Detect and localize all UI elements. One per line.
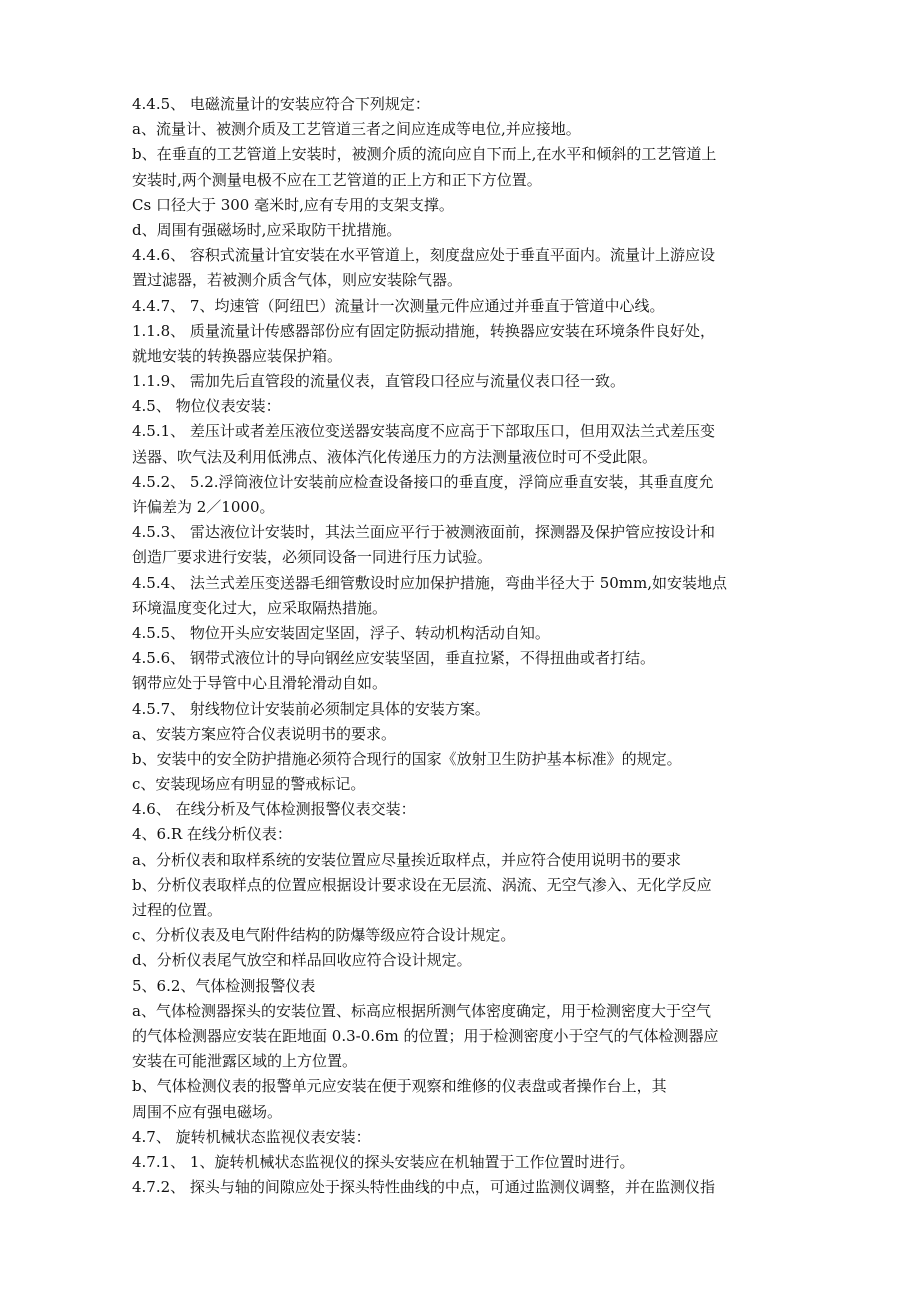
text-line: 4.6、 在线分析及气体检测报警仪表交装： (132, 800, 416, 819)
text-line: a、安装方案应符合仪表说明书的要求。 (132, 724, 396, 743)
text-line: 4.5.3、 雷达液位计安装时，其法兰面应平行于被测液面前，探测器及保护管应按设计和 (132, 523, 715, 542)
text-line: 创造厂要求进行安装，必须同设备一同进行压力试验。 (132, 548, 493, 567)
document-body (132, 92, 800, 1200)
text-line: 4.5.2、 5.2.浮筒液位计安装前应检查设备接口的垂直度，浮筒应垂直安装，其垂直度允 (132, 472, 714, 491)
text-line: 4.7.2、 探头与轴的间隙应处于探头特性曲线的中点，可通过监测仪调整，并在监测仪指 (132, 1178, 715, 1197)
text-line: 1.1.8、 质量流量计传感器部份应有固定防振动措施，转换器应安装在环境条件良好处， (132, 321, 715, 340)
text-line: c、分析仪表及电气附件结构的防爆等级应符合设计规定。 (132, 926, 516, 945)
text-line: b、气体检测仪表的报警单元应安装在便于观察和维修的仪表盘或者操作台上，其 (132, 1077, 667, 1096)
text-line: 4.5、 物位仪表安装： (132, 397, 281, 416)
text-line: 环境温度变化过大，应采取隔热措施。 (132, 598, 388, 617)
text-line: 4、6.R 在线分析仪表： (132, 825, 292, 844)
text-line: 就地安装的转换器应装保护箱。 (132, 346, 343, 365)
text-line: Cs 口径大于 300 毫米时,应有专用的支架支撑。 (132, 195, 454, 214)
text-line: 钢带应处于导管中心且滑轮滑动自如。 (132, 674, 388, 693)
text-line: a、分析仪表和取样系统的安装位置应尽量挨近取样点，并应符合使用说明书的要求 (132, 850, 681, 869)
text-line: 置过滤器，若被测介质含气体，则应安装除气器。 (132, 271, 463, 290)
text-line: 4.5.1、 差压计或者差压液位变送器安装高度不应高于下部取压口，但用双法兰式差压变 (132, 422, 715, 441)
text-line: 4.4.6、 容积式流量计宜安装在水平管道上，刻度盘应处于垂直平面内。流量计上游应设 (132, 246, 715, 265)
text-line: 周围不应有强电磁场。 (132, 1102, 283, 1121)
text-line: 4.4.5、 电磁流量计的安装应符合下列规定： (132, 95, 430, 113)
text-line: 的气体检测器应安装在距地面 0.3-0.6m 的位置；用于检测密度小于空气的气体检测器应 (132, 1026, 719, 1045)
text-line: 4.4.7、 7、均速管（阿纽巴）流量计一次测量元件应通过并垂直于管道中心线。 (132, 296, 665, 315)
text-line: 安装时,两个测量电极不应在工艺管道的正上方和正下方位置。 (132, 170, 542, 189)
text-line: 4.7.1、 1、旋转机械状态监视仪的探头安装应在机轴置于工作位置时进行。 (132, 1152, 635, 1171)
text-line: 4.5.6、 钢带式液位计的导向钢丝应安装坚固，垂直拉紧，不得扭曲或者打结。 (132, 649, 655, 668)
text-line: 过程的位置。 (132, 901, 223, 919)
text-line: d、周围有强磁场时,应采取防干扰措施。 (132, 220, 402, 239)
text-line: a、流量计、被测介质及工艺管道三者之间应连成等电位,并应接地。 (132, 120, 581, 139)
text-line: 4.5.7、 射线物位计安装前必须制定具体的安装方案。 (132, 699, 490, 718)
text-line: 送器、吹气法及利用低沸点、液体汽化传递压力的方法测量液位时可不受此限。 (132, 447, 658, 466)
text-line: d、分析仪表尾气放空和样品回收应符合设计规定。 (132, 951, 472, 970)
text-line: 1.1.9、 需加先后直管段的流量仪表，直管段口径应与流量仪表口径一致。 (132, 372, 625, 391)
text-line: b、安装中的安全防护措施必须符合现行的国家《放射卫生防护基本标准》的规定。 (132, 749, 682, 768)
text-line: b、在垂直的工艺管道上安装时，被测介质的流向应自下而上,在水平和倾斜的工艺管道上 (132, 145, 717, 164)
text-line: 4.7、 旋转机械状态监视仪表安装： (132, 1127, 371, 1146)
text-line: b、分析仪表取样点的位置应根据设计要求设在无层流、涡流、无空气渗入、无化学反应 (132, 875, 712, 894)
text-line: 许偏差为 2／1000。 (132, 498, 275, 516)
text-line: 4.5.5、 物位开头应安装固定坚固，浮子、转动机构活动自知。 (132, 623, 550, 642)
text-line: 4.5.4、 法兰式差压变送器毛细管敷设时应加保护措施，弯曲半径大于 50mm,如安装地点 (132, 573, 728, 592)
text-line: 5、6.2、气体检测报警仪表 (132, 976, 316, 995)
text-line: a、气体检测器探头的安装位置、标高应根据所测气体密度确定，用于检测密度大于空气 (132, 1001, 711, 1020)
text-line: 安装在可能泄露区域的上方位置。 (132, 1052, 358, 1071)
text-line: c、安装现场应有明显的警戒标记。 (132, 775, 366, 794)
